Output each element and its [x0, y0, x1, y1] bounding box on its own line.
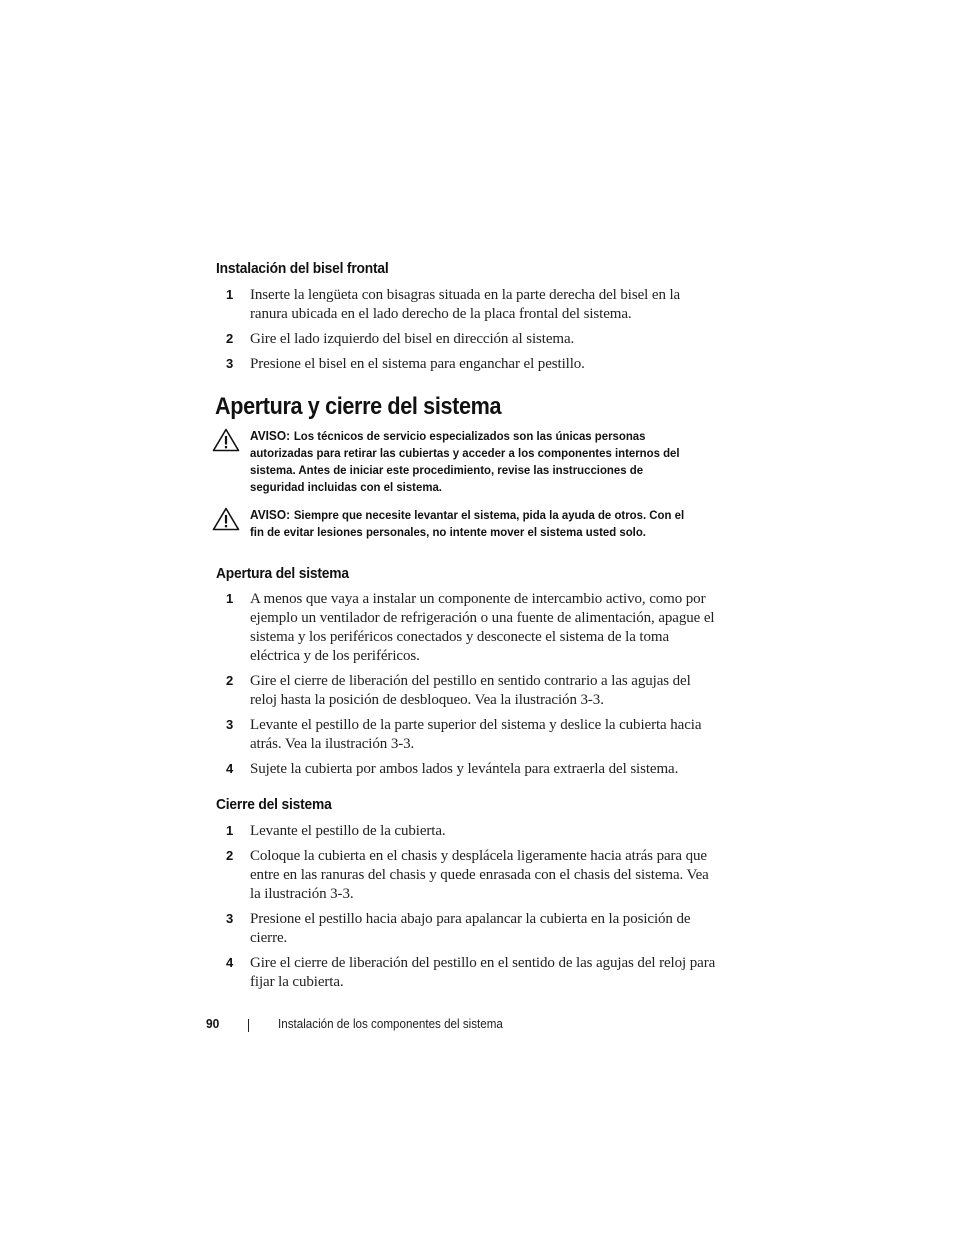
list-item: [216, 590, 716, 666]
step-text: Gire el lado izquierdo del bisel en dirección al sistema.: [250, 331, 575, 347]
step-text: A menos que vaya a instalar un componente de intercambio activo, como por ejemplo un ventilador de refrigeración o una fuente de alimentación, apague el sistema y los periféricos conectados y desconecte el sistema de la toma eléctrica y de los periféricos.: [250, 591, 715, 664]
step-text: Gire el cierre de liberación del pestillo en sentido contrario a las agujas del reloj hasta la posición de desbloqueo. Vea la ilustración 3-3.: [250, 673, 691, 708]
step-text: Sujete la cubierta por ambos lados y levántela para extraerla del sistema.: [250, 761, 679, 777]
list-item: [216, 672, 716, 710]
footer-chapter-title: Instalación de los componentes del sistema: [278, 1017, 503, 1031]
list-item: [216, 847, 716, 904]
step-number: 3: [226, 911, 234, 926]
step-text: Gire el cierre de liberación del pestillo en el sentido de las agujas del reloj para fijar la cubierta.: [250, 955, 716, 990]
step-number: 2: [226, 331, 234, 346]
page-footer: [0, 1016, 954, 1036]
step-number: 4: [226, 955, 234, 970]
step-text: Presione el bisel en el sistema para enganchar el pestillo.: [250, 356, 585, 372]
step-number: 3: [226, 356, 234, 371]
step-text: Coloque la cubierta en el chasis y desplácela ligeramente hacia atrás para que entre en las ranuras del chasis y quede enrasada con el chasis del sistema. Vea la ilustración 3-3.: [250, 848, 709, 902]
list-item: [216, 330, 716, 349]
list-item: [216, 355, 716, 374]
page-title: Apertura y cierre del sistema: [215, 393, 502, 420]
step-number: 4: [226, 761, 234, 776]
list-item: [216, 716, 716, 754]
step-number: 1: [226, 287, 234, 302]
step-text: Presione el pestillo hacia abajo para apalancar la cubierta en la posición de cierre.: [250, 911, 691, 946]
section-heading-bezel: Instalación del bisel frontal: [216, 260, 389, 277]
warning-triangle-icon: [212, 507, 240, 531]
notice-text-block: [250, 507, 697, 541]
open-steps-list: [216, 590, 716, 779]
bezel-steps-list: [216, 286, 716, 374]
notice-label: AVISO:: [250, 508, 291, 522]
list-item: [216, 910, 716, 948]
step-number: 1: [226, 823, 234, 838]
list-item: [216, 822, 716, 841]
close-steps-list: [216, 822, 716, 992]
step-number: 2: [226, 673, 234, 688]
list-item: [216, 760, 716, 779]
step-number: 3: [226, 717, 234, 732]
page-number: 90: [206, 1016, 220, 1031]
warning-triangle-icon: [212, 428, 240, 452]
list-item: [216, 286, 716, 324]
step-text: Levante el pestillo de la cubierta.: [250, 823, 446, 839]
step-number: 2: [226, 848, 234, 863]
notice-label: AVISO:: [250, 429, 291, 443]
list-item: [216, 954, 716, 992]
footer-divider: [248, 1019, 249, 1032]
step-text: Inserte la lengüeta con bisagras situada en la parte derecha del bisel en la ranura ubicada en el lado derecho de la placa frontal del sistema.: [250, 287, 681, 322]
section-heading-close: Cierre del sistema: [216, 796, 332, 813]
notice-text-block: [250, 428, 697, 496]
notice-text: Siempre que necesite levantar el sistema, pida la ayuda de otros. Con el fin de evitar lesiones personales, no intente mover el sistema usted solo.: [250, 508, 685, 539]
section-heading-open: Apertura del sistema: [216, 565, 349, 582]
step-number: 1: [226, 591, 234, 606]
step-text: Levante el pestillo de la parte superior del sistema y deslice la cubierta hacia atrás. Vea la ilustración 3-3.: [250, 717, 702, 752]
notice-text: Los técnicos de servicio especializados son las únicas personas autorizadas para retirar las cubiertas y acceder a los componentes internos del sistema. Antes de iniciar este procedimiento, revise las instrucciones de seguridad incluidas con el sistema.: [250, 429, 680, 494]
